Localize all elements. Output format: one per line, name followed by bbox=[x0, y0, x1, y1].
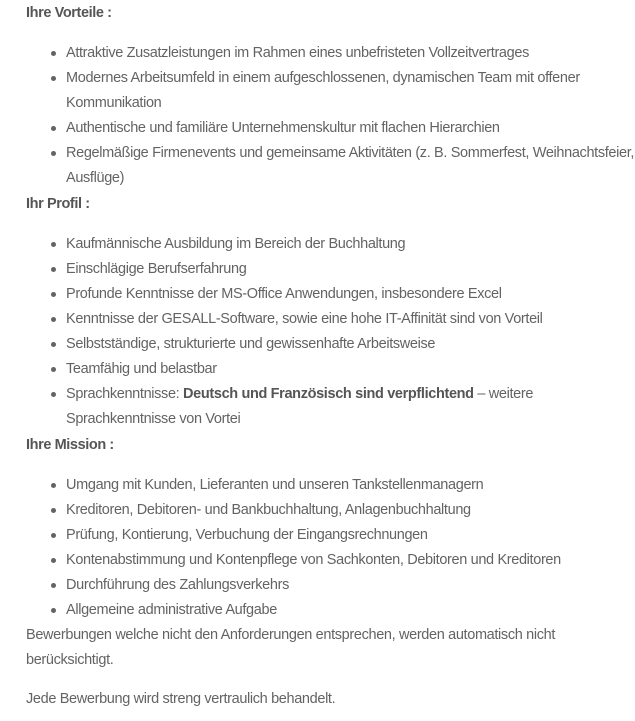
bullet-icon bbox=[51, 151, 56, 156]
bullet-icon bbox=[51, 126, 56, 131]
bullet-icon bbox=[51, 76, 56, 81]
bullet-icon bbox=[51, 558, 56, 563]
list-item: Profunde Kenntnisse der MS-Office Anwendungen, insbesondere Excel bbox=[26, 282, 635, 307]
list-item-languages: Sprachkenntnisse: Deutsch und Französisch sind verpflichtend – weitere Sprachkenntnisse von Vortei bbox=[26, 382, 635, 432]
list-item: Authentische und familiäre Unternehmenskultur mit flachen Hierarchien bbox=[26, 116, 635, 141]
confidentiality-note: Jede Bewerbung wird streng vertraulich behandelt. bbox=[26, 691, 336, 707]
section-heading-profile: Ihr Profil : bbox=[26, 196, 90, 212]
list-item: Kreditoren, Debitoren- und Bankbuchhaltung, Anlagenbuchhaltung bbox=[26, 498, 635, 523]
bullet-icon bbox=[51, 242, 56, 247]
list-item: Allgemeine administrative Aufgabe bbox=[26, 598, 635, 623]
bullet-icon bbox=[51, 317, 56, 322]
bullet-icon bbox=[51, 342, 56, 347]
list-item: Kenntnisse der GESALL-Software, sowie eine hohe IT-Affinität sind von Vorteil bbox=[26, 307, 635, 332]
list-item: Durchführung des Zahlungsverkehrs bbox=[26, 573, 635, 598]
bullet-icon bbox=[51, 483, 56, 488]
list-item: Kontenabstimmung und Kontenpflege von Sachkonten, Debitoren und Kreditoren bbox=[26, 548, 635, 573]
profile-list bbox=[26, 232, 635, 432]
bullet-icon bbox=[51, 392, 56, 397]
list-item: Selbstständige, strukturierte und gewissenhafte Arbeitsweise bbox=[26, 332, 635, 357]
benefits-list bbox=[26, 41, 635, 191]
bullet-icon bbox=[51, 508, 56, 513]
list-item: Modernes Arbeitsumfeld in einem aufgeschlossenen, dynamischen Team mit offener Kommunikation bbox=[26, 66, 635, 116]
bullet-icon bbox=[51, 583, 56, 588]
section-heading-benefits: Ihre Vorteile : bbox=[26, 5, 112, 21]
list-item: Einschlägige Berufserfahrung bbox=[26, 257, 635, 282]
bullet-icon bbox=[51, 267, 56, 272]
list-item: Umgang mit Kunden, Lieferanten und unseren Tankstellenmanagern bbox=[26, 473, 635, 498]
required-languages: Deutsch und Französisch sind verpflichtend bbox=[183, 386, 474, 402]
list-item: Regelmäßige Firmenevents und gemeinsame Aktivitäten (z. B. Sommerfest, Weihnachtsfeier, Ausflüge) bbox=[26, 141, 635, 191]
mission-list bbox=[26, 473, 635, 623]
list-item: Kaufmännische Ausbildung im Bereich der Buchhaltung bbox=[26, 232, 635, 257]
bullet-icon bbox=[51, 292, 56, 297]
requirements-note: Bewerbungen welche nicht den Anforderungen entsprechen, werden automatisch nicht berücksichtigt. bbox=[26, 627, 556, 668]
bullet-icon bbox=[51, 51, 56, 56]
section-heading-mission: Ihre Mission : bbox=[26, 437, 114, 453]
list-item: Prüfung, Kontierung, Verbuchung der Eingangsrechnungen bbox=[26, 523, 635, 548]
bullet-icon bbox=[51, 608, 56, 613]
list-item: Teamfähig und belastbar bbox=[26, 357, 635, 382]
list-item: Attraktive Zusatzleistungen im Rahmen eines unbefristeten Vollzeitvertrages bbox=[26, 41, 635, 66]
job-description bbox=[26, 0, 635, 712]
bullet-icon bbox=[51, 367, 56, 372]
bullet-icon bbox=[51, 533, 56, 538]
